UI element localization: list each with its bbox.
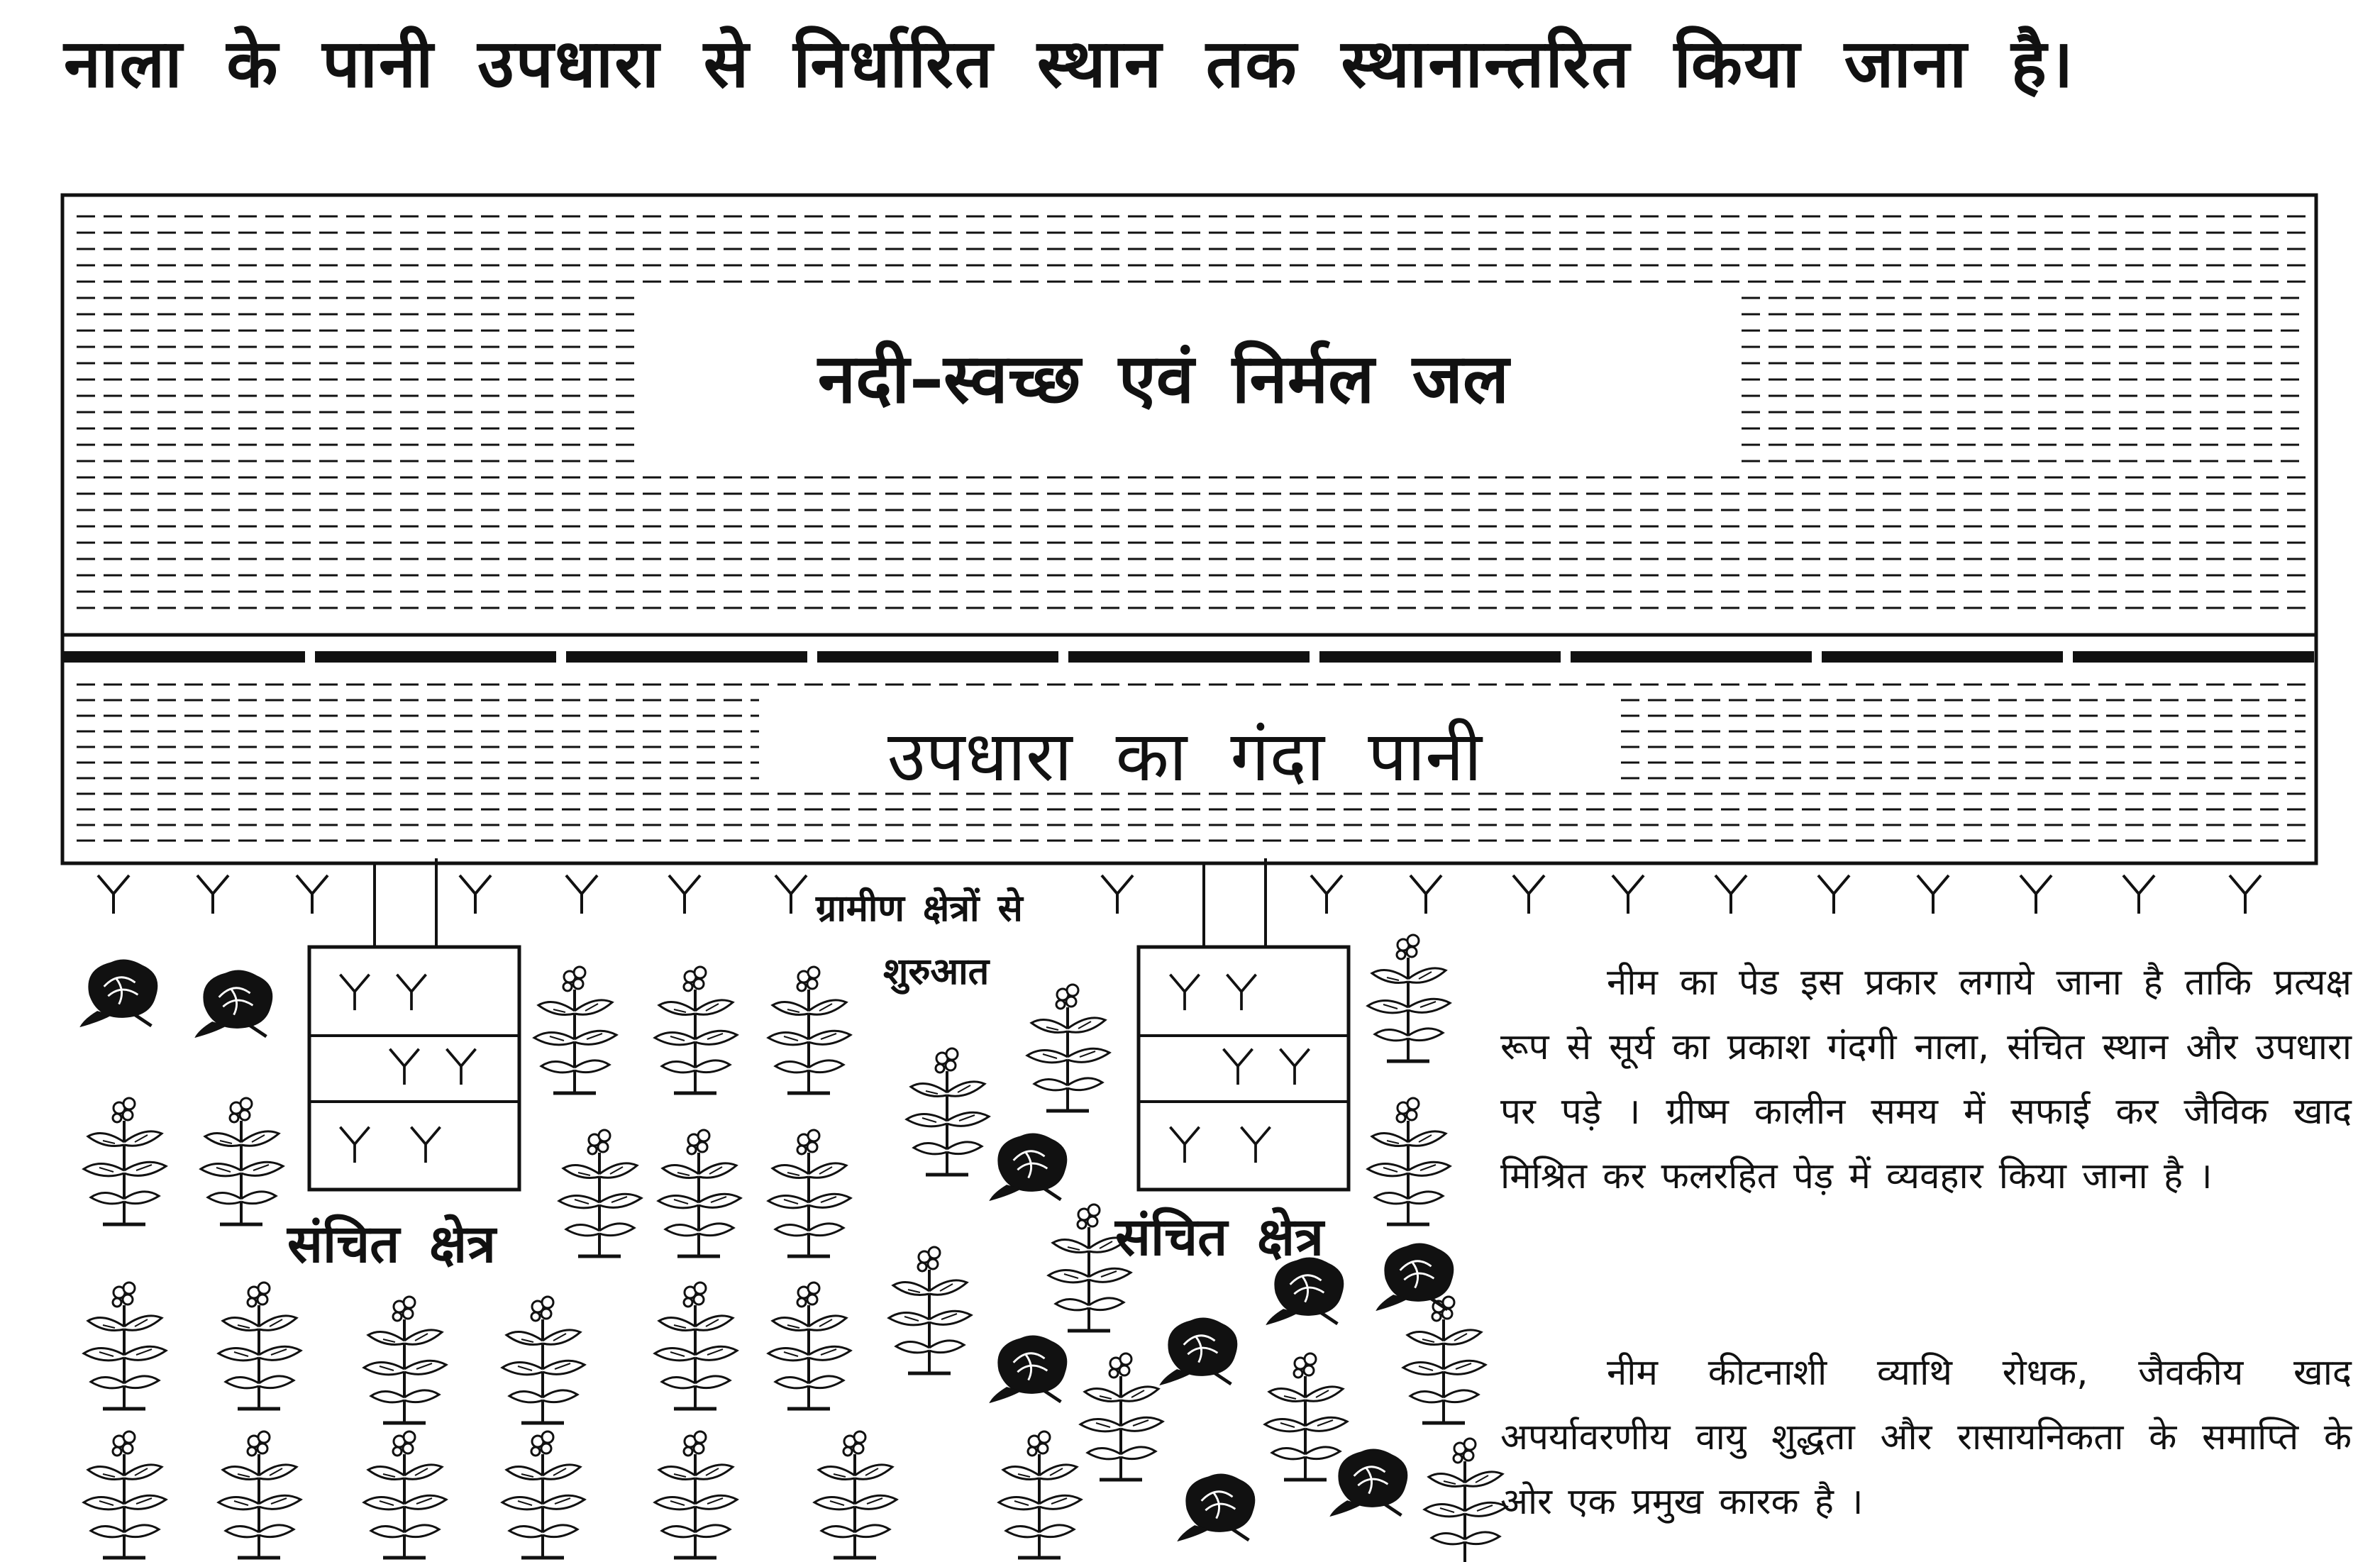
- neem-plant-icon: [201, 1098, 283, 1224]
- neem-plant-icon: [768, 1130, 851, 1256]
- neem-plant-icon: [218, 1283, 301, 1409]
- neem-plant-icon: [1080, 1353, 1163, 1480]
- neem-plant-icon: [84, 1098, 166, 1224]
- neem-plant-icon: [655, 1431, 737, 1558]
- rural-start-label: ग्रामीण क्षेत्रों से: [816, 887, 1023, 930]
- sapling-icon: [1410, 875, 1441, 914]
- rural-start-label-2: शुरुआत: [883, 951, 990, 993]
- sapling-icon: [297, 875, 328, 914]
- black-rose-icon: [194, 970, 272, 1038]
- neem-plant-icon: [814, 1431, 897, 1558]
- neem-plant-icon: [364, 1297, 446, 1423]
- neem-plant-icon: [1265, 1353, 1347, 1480]
- neem-plant-icon: [84, 1283, 166, 1409]
- neem-plant-icon: [655, 1283, 737, 1409]
- sapling-icon: [566, 875, 597, 914]
- neem-plant-icon: [218, 1431, 301, 1558]
- neem-plant-icon: [658, 1130, 741, 1256]
- neem-plant-icon: [907, 1048, 989, 1175]
- neem-plant-icon: [364, 1431, 446, 1558]
- neem-plant-icon: [534, 967, 616, 1093]
- neem-plant-icon: [889, 1247, 971, 1373]
- neem-plant-icon: [1027, 985, 1109, 1111]
- sapling-icon: [2123, 875, 2154, 914]
- black-rose-icon: [79, 959, 157, 1027]
- black-rose-icon: [989, 1335, 1067, 1403]
- sapling-icon: [197, 875, 228, 914]
- black-rose-icon: [1177, 1473, 1255, 1541]
- storage-box-left: [309, 858, 519, 1190]
- sapling-icon: [775, 875, 807, 914]
- black-rose-icon: [1329, 1449, 1407, 1517]
- neem-paragraph-2: नीम कीटनाशी व्याथि रोधक, जैवकीय खाद अपर्यावरणीय वायु शुद्धता और रासायनिकता के समाप्ति के ओर एक प्रमुख कारक है ।: [1500, 1352, 2352, 1523]
- storage-box-right: [1139, 858, 1349, 1190]
- black-rose-icon: [1159, 1317, 1237, 1385]
- sapling-icon: [98, 875, 129, 914]
- storage-area-label: संचित क्षेत्र: [1115, 1207, 1324, 1268]
- drain-label: उपधारा का गंदा पानी: [887, 716, 1482, 797]
- river-label: नदी–स्वच्छ एवं निर्मल जल: [817, 339, 1510, 419]
- sapling-icon: [1311, 875, 1342, 914]
- sapling-icon: [2230, 875, 2261, 914]
- neem-plant-icon: [502, 1431, 585, 1558]
- sapling-icon: [1715, 875, 1747, 914]
- neem-plant-icon: [1424, 1439, 1507, 1562]
- neem-plant-icon: [1368, 1098, 1450, 1224]
- neem-plant-icon: [768, 967, 851, 1093]
- neem-plant-icon: [559, 1130, 641, 1256]
- neem-plant-icon: [1403, 1297, 1485, 1423]
- sapling-icon: [1612, 875, 1644, 914]
- neem-plant-icon: [768, 1283, 851, 1409]
- neem-plant-icon: [655, 967, 737, 1093]
- neem-paragraph-1: नीम का पेड इस प्रकार लगाये जाना है ताकि प्रत्यक्ष रूप से सूर्य का प्रकाश गंदगी नाला, संचित स्थान और उपधारा पर पड़े । ग्रीष्म कालीन समय में सफाई कर जैविक खाद मिश्रित कर फलरहित पेड़ में व्यवहार किया जाना है ।: [1500, 962, 2352, 1197]
- black-rose-icon: [989, 1133, 1067, 1201]
- sapling-icon: [2020, 875, 2052, 914]
- sapling-icon: [1818, 875, 1849, 914]
- sapling-icon: [1917, 875, 1949, 914]
- neem-plant-icon: [1368, 935, 1450, 1061]
- neem-plant-icon: [502, 1297, 585, 1423]
- sapling-icon: [1513, 875, 1544, 914]
- sapling-icon: [669, 875, 700, 914]
- sapling-icon: [460, 875, 491, 914]
- sapling-icon: [1102, 875, 1133, 914]
- neem-plant-icon: [84, 1431, 166, 1558]
- page-title: नाला के पानी उपधारा से निर्धारित स्थान तक स्थानान्तरित किया जाना है।: [64, 26, 2075, 103]
- neem-plant-icon: [999, 1431, 1081, 1558]
- storage-area-label: संचित क्षेत्र: [287, 1214, 497, 1275]
